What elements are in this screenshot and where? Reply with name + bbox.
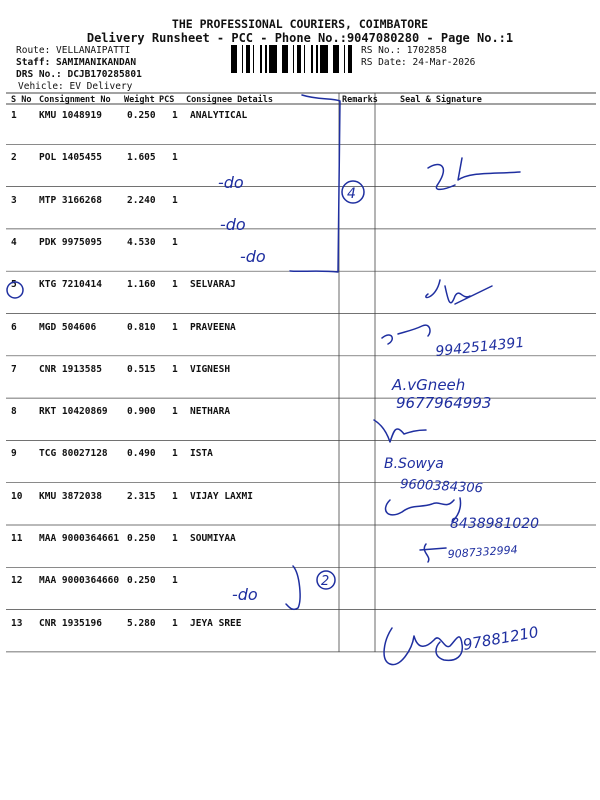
row-weight: 0.250 (127, 575, 156, 587)
row-sno: 9 (11, 448, 17, 460)
row-sno: 12 (11, 575, 23, 587)
row-weight: 5.280 (127, 617, 156, 629)
row-consignee: SELVARAJ (190, 279, 236, 291)
row-consignee: SOUMIYAA (190, 533, 236, 544)
row-weight: 2.240 (127, 194, 156, 206)
ditto-mark-row2: -do (218, 173, 244, 192)
phone-row6: 9942514391 (434, 334, 526, 360)
ditto-mark-row12: -do (232, 585, 258, 604)
row-consignment-no: MGD 504606 (39, 321, 97, 333)
row-consignment-no: CNR 1935196 (39, 617, 102, 629)
header-weight: Weight (124, 95, 155, 105)
row-consignment-no: MTP 3166268 (39, 194, 102, 206)
row-pcs: 1 (172, 533, 178, 544)
header-pcs: PCS (159, 95, 175, 105)
document-title: THE PROFESSIONAL COURIERS, COIMBATORE (171, 17, 429, 31)
row-pcs: 1 (172, 363, 178, 375)
row-sno: 1 (11, 110, 17, 121)
row-weight: 1.160 (127, 279, 156, 291)
row-pcs: 1 (172, 406, 178, 418)
row-weight: 0.490 (127, 448, 156, 460)
row-pcs: 1 (172, 575, 178, 587)
row-consignee: PRAVEENA (190, 321, 236, 333)
row-weight: 4.530 (127, 236, 156, 248)
row-pcs: 1 (172, 490, 178, 502)
row-weight: 0.250 (127, 110, 156, 121)
row-consignment-no: KMU 1048919 (39, 110, 102, 121)
row-sno: 6 (11, 321, 17, 333)
row-consignee: VIGNESH (190, 363, 231, 375)
rs-number: RS No.: 1702858 (361, 45, 447, 56)
row-weight: 0.900 (127, 406, 156, 418)
drs-number: DRS No.: DCJB170285801 (16, 69, 142, 80)
row-pcs: 1 (172, 617, 178, 629)
header-seal-signature: Seal & Signature (400, 95, 482, 105)
row-consignment-no: POL 1405455 (39, 152, 102, 164)
row-consignment-no: RKT 10420869 (39, 406, 108, 418)
row-consignment-no: CNR 1913585 (39, 363, 102, 375)
row-pcs: 1 (172, 448, 178, 460)
row-consignee: ISTA (190, 448, 213, 460)
row-sno: 10 (11, 490, 23, 502)
row-sno: 3 (11, 194, 17, 206)
row-consignment-no: PDK 9975095 (39, 236, 102, 248)
phone-row10: 8438981020 (450, 516, 540, 532)
row-pcs: 1 (172, 321, 178, 333)
row-sno: 8 (11, 406, 17, 418)
row-weight: 0.250 (127, 533, 156, 544)
row-consignee: VIJAY LAXMI (190, 490, 253, 502)
row-sno: 5 (11, 279, 17, 291)
row-pcs: 1 (172, 279, 178, 291)
header-consignment: Consignment No (39, 95, 111, 105)
row-sno: 4 (11, 236, 17, 248)
row-pcs: 1 (172, 110, 178, 121)
row-weight: 2.315 (127, 490, 156, 502)
phone-row13: 97881210 (461, 622, 540, 654)
row-consignee: ANALYTICAL (190, 110, 248, 121)
circled-4-text: 4 (347, 186, 356, 202)
vehicle-label: Vehicle: EV Delivery (18, 81, 133, 92)
row-sno: 2 (11, 152, 17, 164)
row-consignment-no: KTG 7210414 (39, 279, 102, 291)
row-sno: 13 (11, 617, 23, 629)
row-pcs: 1 (172, 194, 178, 206)
row-pcs: 1 (172, 152, 178, 164)
phone-row11: 9087332994 (447, 543, 519, 561)
header-consignee: Consignee Details (186, 95, 273, 105)
name-row9: B.Sowya (384, 456, 444, 472)
ditto-mark-row4: -do (240, 247, 266, 266)
route-label: Route: VELLANAIPATTI (16, 45, 131, 56)
phone-row7: 9677964993 (396, 394, 492, 412)
document-subtitle: Delivery Runsheet - PCC - Phone No.:9047080280 - Page No.:1 (86, 31, 514, 45)
row-sno: 11 (11, 533, 23, 544)
name-row7: A.vGneeh (392, 376, 466, 394)
phone-row9: 9600384306 (399, 477, 484, 497)
row-pcs: 1 (172, 236, 178, 248)
staff-label: Staff: SAMIMANIKANDAN (16, 57, 137, 68)
header-sno: S No (11, 95, 32, 105)
row-weight: 1.605 (127, 152, 156, 164)
row-consignee: JEYA SREE (190, 617, 242, 629)
row-sno: 7 (11, 363, 17, 375)
ditto-mark-row3: -do (220, 215, 246, 234)
row-consignment-no: TCG 80027128 (39, 448, 108, 460)
row-consignment-no: MAA 9000364660 (39, 575, 120, 587)
row-consignee: NETHARA (190, 406, 231, 418)
row-consignment-no: KMU 3872038 (39, 490, 102, 502)
row-weight: 0.515 (127, 363, 156, 375)
row-consignment-no: MAA 9000364661 (39, 533, 120, 544)
header-remarks: Remarks (342, 95, 378, 105)
circled-2-text: 2 (321, 574, 330, 589)
row-weight: 0.810 (127, 321, 156, 333)
rs-date: RS Date: 24-Mar-2026 (361, 57, 476, 68)
